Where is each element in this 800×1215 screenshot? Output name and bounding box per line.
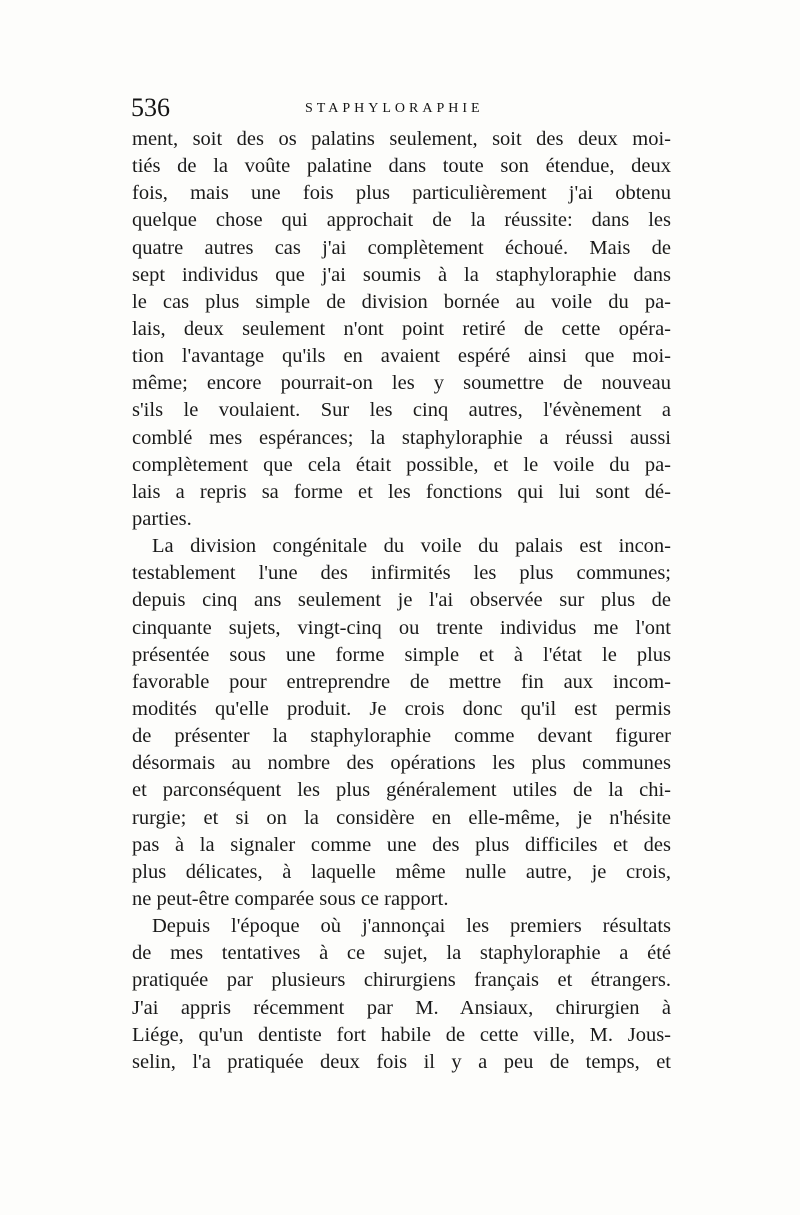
text-line: de mes tentatives à ce sujet, la staphyloraphie a été [132,942,671,965]
text-line: complètement que cela était possible, et le voile du pa- [132,453,671,476]
paragraph-start-line: Depuis l'époque où j'annonçai les premiers résultats [152,915,671,938]
text-line: quelque chose qui approchait de la réussite: dans les [132,209,671,232]
text-line: même; encore pourrait-on les y soumettre de nouveau [132,372,671,395]
text-line: pratiquée par plusieurs chirurgiens français et étrangers. [132,969,671,992]
text-line: quatre autres cas j'ai complètement échoué. Mais de [132,236,671,259]
text-line: tiés de la voûte palatine dans toute son étendue, deux [132,155,671,178]
text-line: présentée sous une forme simple et à l'état le plus [132,643,671,666]
text-line: de présenter la staphyloraphie comme devant figurer [132,725,671,748]
text-line: et parconséquent les plus généralement utiles de la chi- [132,779,671,802]
page-header [127,92,672,124]
text-line: lais a repris sa forme et les fonctions qui lui sont dé- [132,480,671,503]
paragraph-start-line: La division congénitale du voile du palais est incon- [152,535,671,558]
paragraph-end-line: parties. [132,507,192,530]
text-line: plus délicates, à laquelle même nulle autre, je crois, [132,860,671,883]
page-number: 536 [131,93,170,122]
running-head: STAPHYLORAPHIE [305,101,484,116]
text-line: J'ai appris récemment par M. Ansiaux, chirurgien à [132,996,671,1019]
text-line: selin, l'a pratiquée deux fois il y a peu de temps, et [132,1050,671,1073]
text-line: pas à la signaler comme une des plus difficiles et des [132,833,671,856]
text-line: le cas plus simple de division bornée au voile du pa- [132,290,671,313]
text-line: tion l'avantage qu'ils en avaient espéré ainsi que moi- [132,345,671,368]
text-line: favorable pour entreprendre de mettre fin aux incom- [132,670,671,693]
body-text [132,126,671,1076]
paragraph-end-line: ne peut-être comparée sous ce rapport. [132,887,449,910]
text-line: depuis cinq ans seulement je l'ai observée sur plus de [132,589,671,612]
text-line: s'ils le voulaient. Sur les cinq autres, l'évènement a [132,399,671,422]
text-line: comblé mes espérances; la staphyloraphie a réussi aussi [132,426,671,449]
text-line: lais, deux seulement n'ont point retiré de cette opéra- [132,317,671,340]
text-line: sept individus que j'ai soumis à la staphyloraphie dans [132,263,671,286]
text-line: désormais au nombre des opérations les plus communes [132,752,671,775]
text-line: cinquante sujets, vingt-cinq ou trente individus me l'ont [132,616,671,639]
text-line: fois, mais une fois plus particulièrement j'ai obtenu [132,182,671,205]
text-line: testablement l'une des infirmités les plus communes; [132,562,671,585]
text-line: modités qu'elle produit. Je crois donc qu'il est permis [132,697,671,720]
text-line: rurgie; et si on la considère en elle-même, je n'hésite [132,806,671,829]
text-line: Liége, qu'un dentiste fort habile de cette ville, M. Jous- [132,1023,671,1046]
text-line: ment, soit des os palatins seulement, soit des deux moi- [132,128,671,150]
